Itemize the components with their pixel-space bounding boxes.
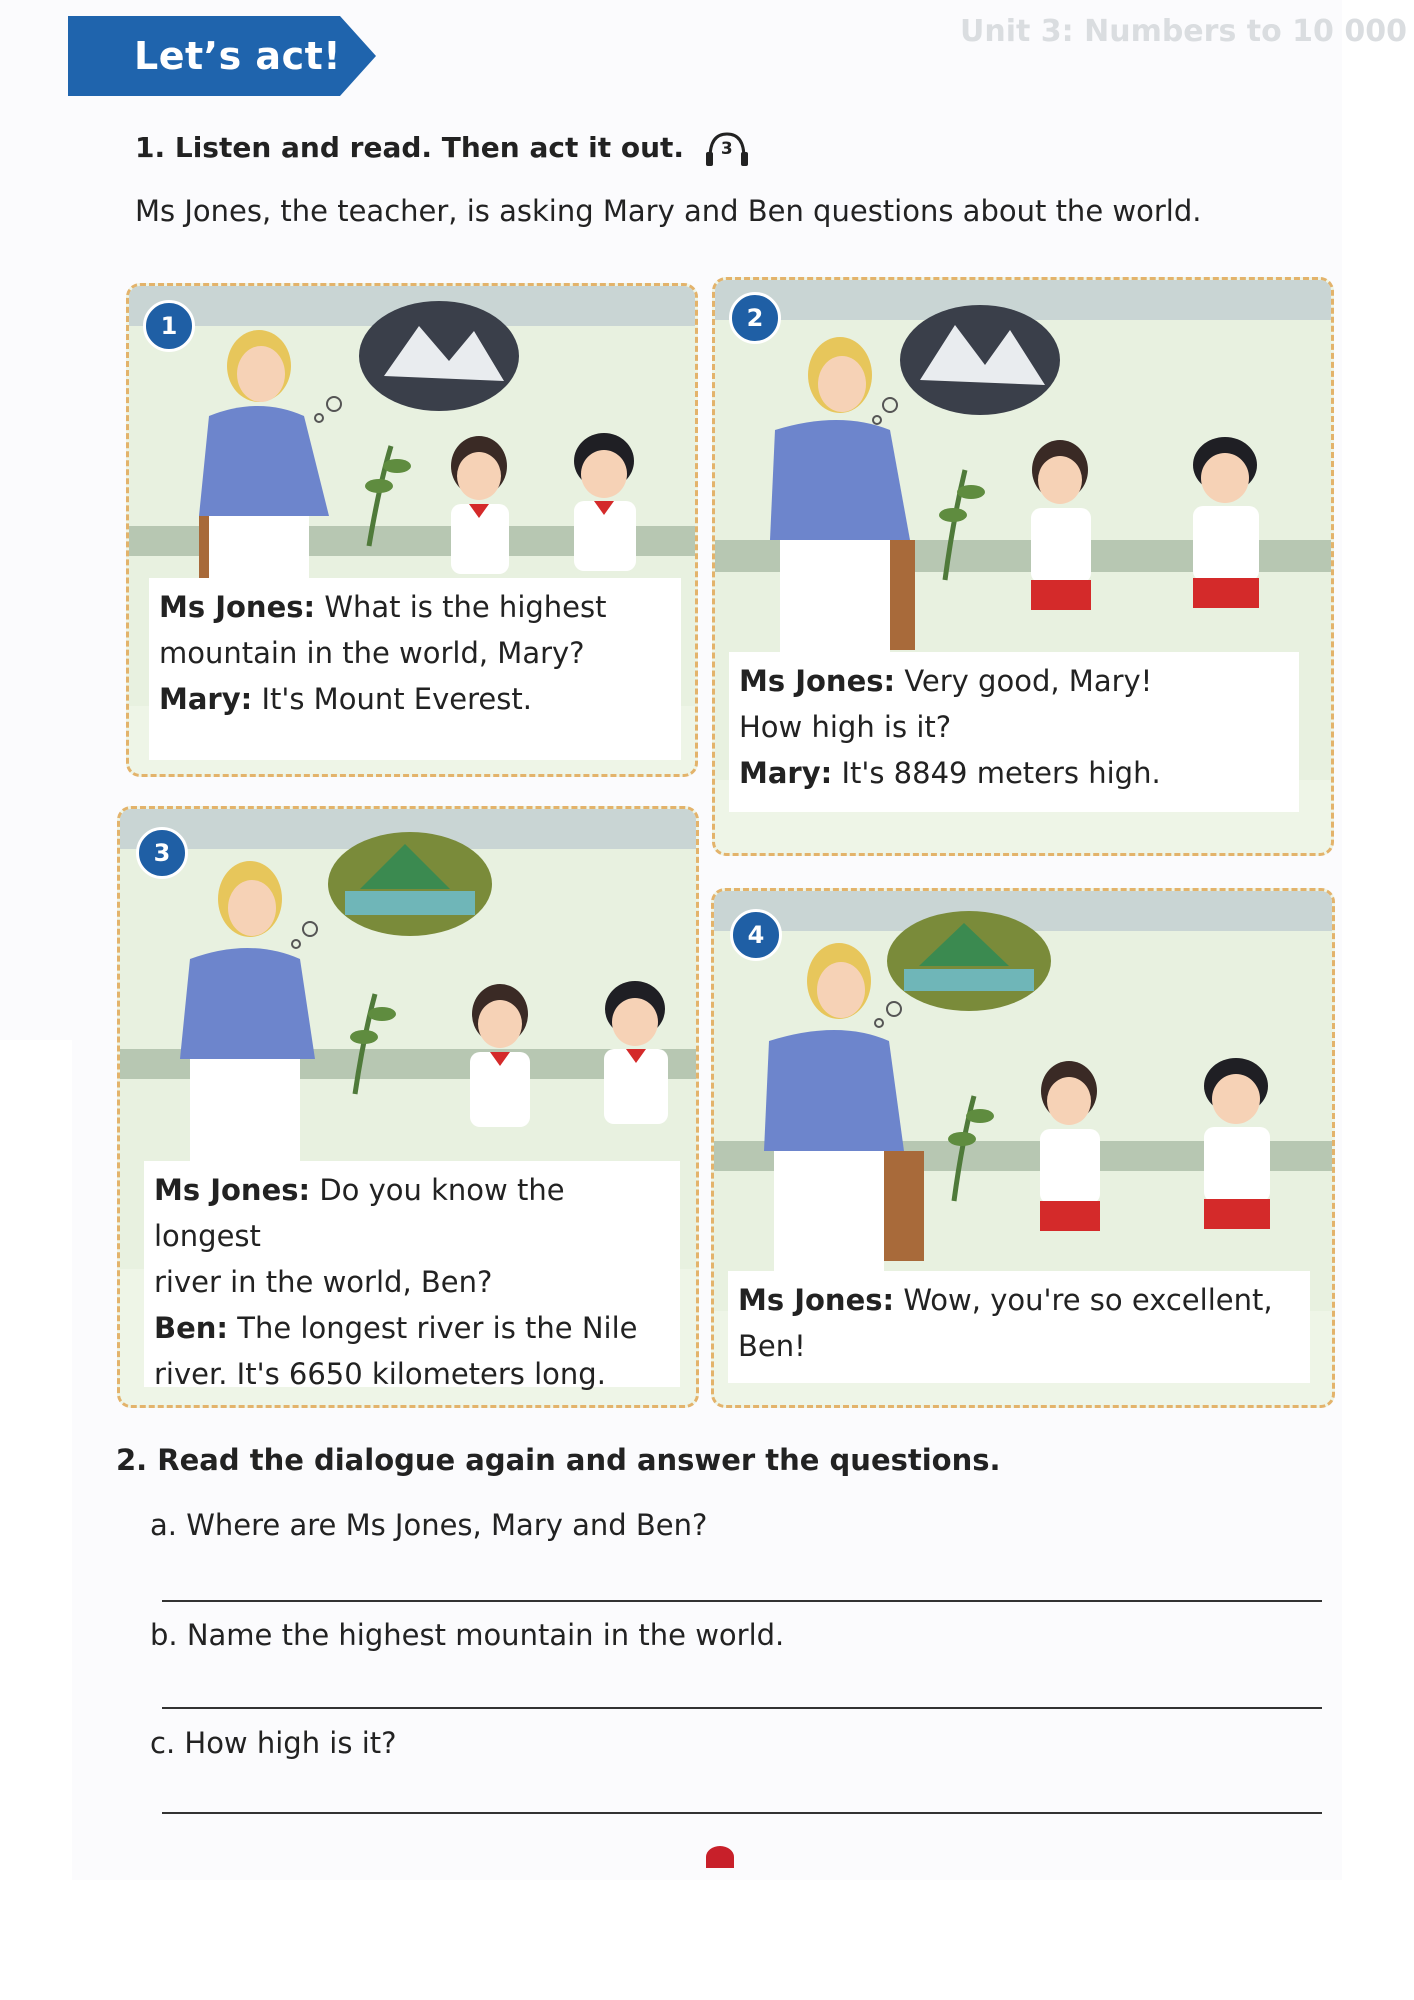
banner-label: Let’s act!: [134, 34, 342, 78]
dialogue-text: Very good, Mary!: [895, 664, 1153, 698]
dialogue-text: river in the world, Ben?: [154, 1265, 493, 1299]
dialogue-line: [738, 1323, 1300, 1369]
dialogue-line: [154, 1351, 670, 1397]
dialogue-text: It's Mount Everest.: [252, 682, 532, 716]
comic-panel-4: [711, 888, 1335, 1408]
question-a: a. Where are Ms Jones, Mary and Ben?: [150, 1508, 708, 1542]
panel-number-badge: 1: [143, 300, 195, 352]
dialogue-line: [159, 584, 671, 630]
dialogue-box-1: [149, 578, 681, 760]
exercise-2-title: 2. Read the dialogue again and answer the questions.: [116, 1443, 1001, 1477]
dialogue-text: Wow, you're so excellent,: [894, 1283, 1273, 1317]
answer-line-b[interactable]: [162, 1707, 1322, 1709]
dialogue-line: [154, 1167, 670, 1259]
speaker-name: Ms Jones:: [154, 1173, 311, 1207]
dialogue-line: [154, 1305, 670, 1351]
page-marker-dot: [706, 1846, 734, 1868]
comic-panel-2: [712, 277, 1334, 856]
answer-line-c[interactable]: [162, 1812, 1322, 1814]
audio-track-icon[interactable]: [704, 130, 750, 168]
dialogue-box-2: [729, 652, 1299, 812]
speaker-name: Ben:: [154, 1311, 229, 1345]
panel-number-badge: 2: [729, 292, 781, 344]
comic-panel-1: [126, 283, 698, 777]
dialogue-text: Do you know the longest: [154, 1173, 565, 1253]
dialogue-line: [739, 750, 1289, 796]
dialogue-line: [738, 1277, 1300, 1323]
speaker-name: Ms Jones:: [738, 1283, 895, 1317]
panel-number-badge: 3: [136, 827, 188, 879]
answer-line-a[interactable]: [162, 1600, 1322, 1602]
dialogue-line: [154, 1259, 670, 1305]
exercise-1-title-text: 1. Listen and read. Then act it out.: [135, 131, 685, 164]
ghost-unit-header: Unit 3: Numbers to 10 000: [960, 14, 1407, 49]
question-c: c. How high is it?: [150, 1726, 397, 1760]
dialogue-box-4: [728, 1271, 1310, 1383]
comic-panel-3: [117, 806, 699, 1408]
dialogue-text: It's 8849 meters high.: [832, 756, 1161, 790]
dialogue-text: The longest river is the Nile: [228, 1311, 638, 1345]
panel-number-badge: 4: [730, 909, 782, 961]
exercise-1-title: [135, 130, 750, 168]
dialogue-text: What is the highest: [315, 590, 607, 624]
speaker-name: Ms Jones:: [159, 590, 316, 624]
speaker-name: Mary:: [739, 756, 833, 790]
dialogue-text: Ben!: [738, 1329, 806, 1363]
dialogue-line: [159, 630, 671, 676]
dialogue-line: [739, 658, 1289, 704]
audio-track-number: 3: [720, 139, 733, 159]
speaker-name: Ms Jones:: [739, 664, 896, 698]
dialogue-text: mountain in the world, Mary?: [159, 636, 585, 670]
dialogue-text: How high is it?: [739, 710, 952, 744]
exercise-1-intro: Ms Jones, the teacher, is asking Mary and Ben questions about the world.: [135, 194, 1202, 228]
dialogue-line: [159, 676, 671, 722]
dialogue-line: [739, 704, 1289, 750]
dialogue-text: river. It's 6650 kilometers long.: [154, 1357, 606, 1391]
page-bleed: [0, 0, 72, 1040]
dialogue-box-3: [144, 1161, 680, 1391]
question-b: b. Name the highest mountain in the world.: [150, 1618, 785, 1652]
speaker-name: Mary:: [159, 682, 253, 716]
lets-act-banner: [68, 16, 378, 96]
